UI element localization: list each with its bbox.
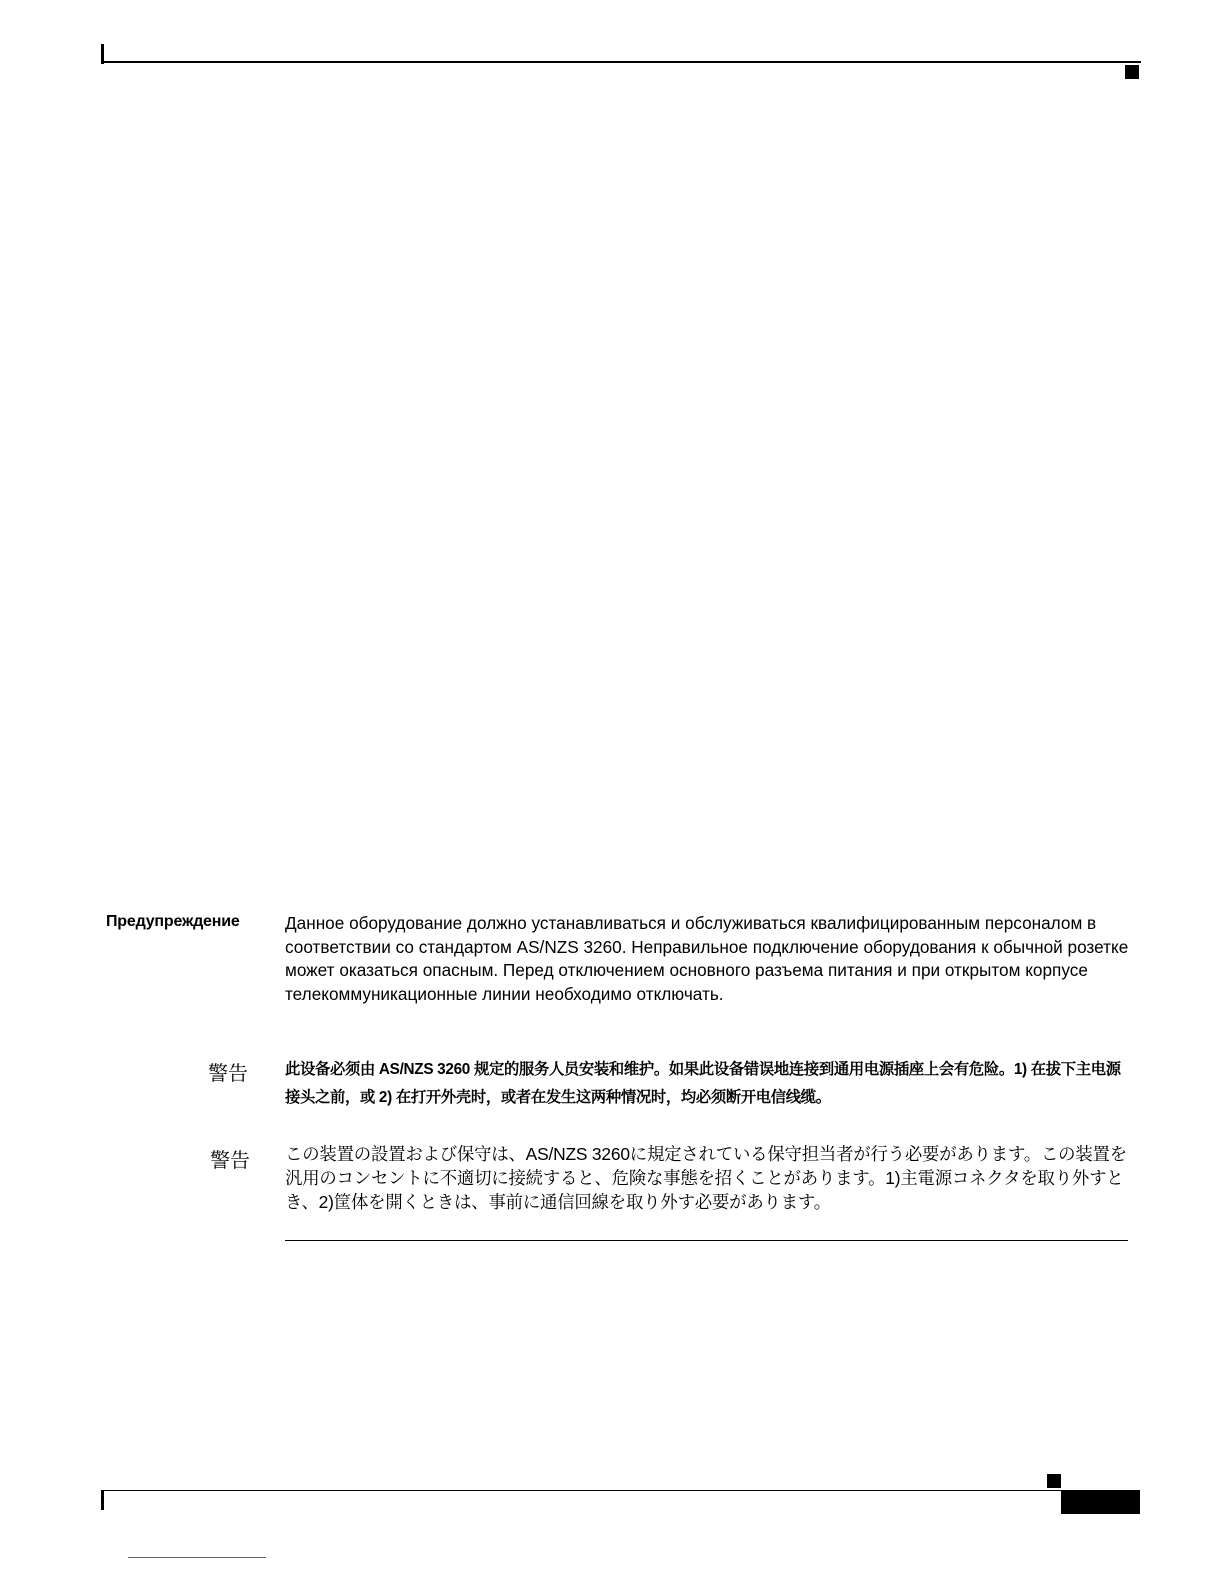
warning-label: 警告 bbox=[208, 1063, 248, 1085]
footer-page-number-tab bbox=[1061, 1490, 1140, 1514]
warning-text: Данное оборудование должно устанавливаться и обслуживаться квалифицированным персоналом в соответствии со стандартом AS/NZS 3260. Неправильное подключение оборудования к обычной розетке может оказаться опасным. Перед отключением основного разъема питания и при открытом корпусе телекоммуникационные линии необходимо отключать. bbox=[285, 913, 1129, 1004]
header-square-marker bbox=[1125, 65, 1139, 79]
footer-link[interactable] bbox=[128, 1557, 266, 1558]
warning-text: 此设备必须由 AS/NZS 3260 规定的服务人员安装和维护。如果此设备错误地连接到通用电源插座上会有危险。1) 在拔下主电源接头之前，或 2) 在打开外壳时，或者在发生这两种情况时，均必须断开电信线缆。 bbox=[285, 1061, 1121, 1106]
footer-rule bbox=[101, 1490, 1061, 1491]
footer-square-marker bbox=[1047, 1474, 1061, 1488]
header-rule bbox=[101, 61, 1141, 63]
warning-label: 警告 bbox=[210, 1150, 250, 1172]
warning-end-rule bbox=[285, 1240, 1128, 1241]
warning-text: この装置の設置および保守は、AS/NZS 3260に規定されている保守担当者が行う必要があります。この装置を汎用のコンセントに不適切に接続すると、危険な事態を招くことがあります。1)主電源コネクタを取り外すとき、2)筐体を開くときは、事前に通信回線を取り外す必要があります。 bbox=[285, 1144, 1127, 1212]
footer-corner-mark bbox=[101, 1490, 104, 1510]
warning-label: Предупреждение bbox=[106, 913, 240, 930]
